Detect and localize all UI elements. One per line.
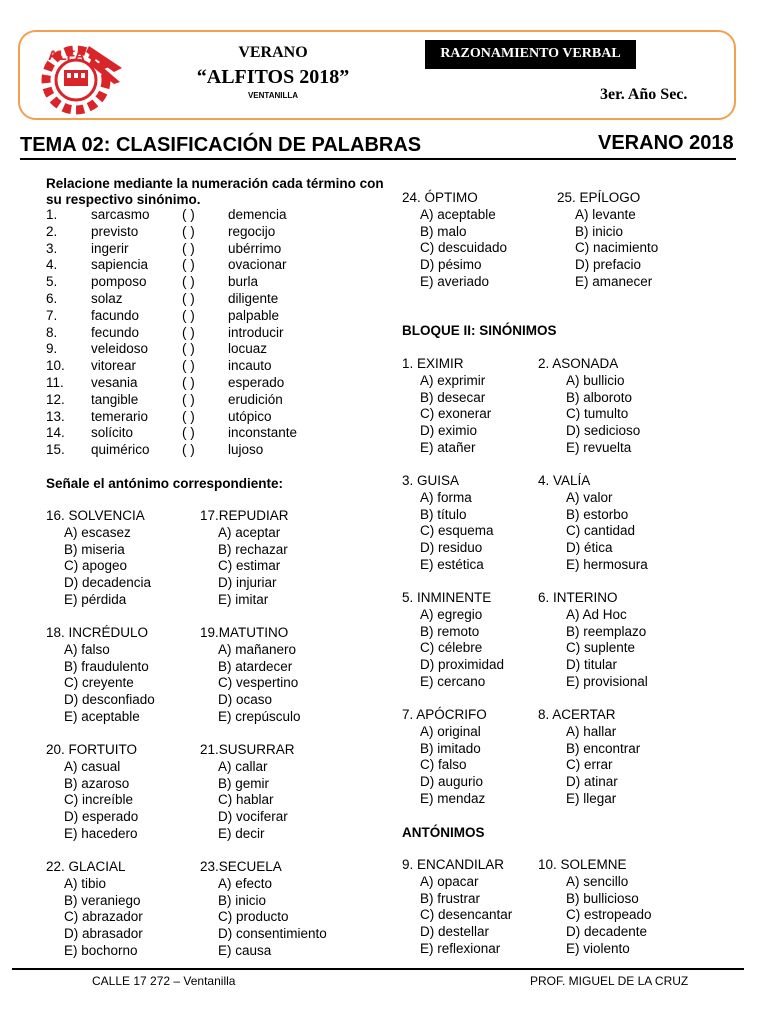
matching-instruction-2: su respectivo sinónimo. (46, 192, 201, 207)
answer-option: E) aceptable (64, 709, 140, 724)
answer-option: E) mendaz (420, 791, 486, 806)
answer-option: A) efecto (218, 875, 273, 891)
answer-option: E) llegar (566, 791, 617, 806)
question-stem: 1. EXIMIR (402, 356, 464, 371)
question-stem: 17.REPUDIAR (200, 508, 289, 523)
answer-option: E) decir (218, 826, 265, 841)
matching-num: 1. (46, 207, 58, 222)
answer-option: A) hallar (566, 723, 617, 739)
answer-option: D) augurio (420, 774, 484, 790)
answer-option: A) aceptar (218, 524, 281, 540)
matching-paren: ( ) (182, 274, 195, 290)
answer-option: D) decadente (566, 924, 648, 940)
question-stem: 16. SOLVENCIA (46, 508, 145, 523)
question-stem: 6. INTERINO (538, 590, 618, 605)
matching-instruction: Relacione mediante la numeración cada término con (46, 176, 384, 191)
question-stem: 25. EPÍLOGO (557, 190, 641, 205)
matching-word: tangible (91, 391, 139, 407)
matching-match: lujoso (228, 442, 264, 458)
answer-option: B) encontrar (566, 740, 641, 756)
answer-option: B) malo (420, 223, 467, 239)
matching-num: 7. (46, 307, 58, 323)
answer-option: A) valor (566, 489, 613, 505)
answer-option: B) reemplazo (566, 623, 647, 639)
answer-option: E) hacedero (64, 826, 138, 841)
answer-option: E) revuelta (566, 440, 632, 455)
matching-word: fecundo (91, 324, 140, 340)
answer-option: E) causa (218, 943, 272, 958)
answer-option: E) reflexionar (420, 941, 501, 956)
question-stem: 4. VALÍA (538, 473, 591, 488)
divider (20, 158, 736, 160)
answer-option: C) esquema (420, 523, 494, 539)
answer-option: C) vespertino (218, 675, 299, 691)
matching-match: ovacionar (228, 257, 287, 273)
answer-option: D) decadencia (64, 575, 152, 591)
matching-word: sapiencia (91, 257, 149, 273)
matching-match: diligente (228, 291, 279, 306)
answer-option: B) estorbo (566, 506, 629, 522)
question-stem: 8. ACERTAR (538, 707, 616, 722)
answer-option: A) Ad Hoc (566, 606, 627, 622)
question-stem: 24. ÓPTIMO (402, 190, 478, 205)
answer-option: D) esperado (64, 809, 139, 825)
matching-paren: ( ) (182, 291, 195, 306)
matching-match: utópico (228, 408, 272, 424)
answer-option: A) escasez (64, 524, 131, 540)
answer-option: B) remoto (420, 623, 480, 639)
answer-option: C) tumulto (566, 406, 629, 422)
matching-num: 3. (46, 240, 58, 256)
answer-option: C) suplente (566, 640, 636, 656)
matching-paren: ( ) (182, 425, 195, 441)
matching-paren: ( ) (182, 341, 195, 357)
matching-word: facundo (91, 307, 140, 323)
matching-word: vesania (91, 375, 138, 390)
question-stem: 23.SECUELA (200, 859, 282, 874)
question-stem: 19.MATUTINO (200, 625, 289, 640)
answer-option: B) inicio (575, 223, 624, 239)
question-stem: 3. GUISA (402, 473, 460, 488)
answer-option: D) eximio (420, 423, 478, 439)
answer-option: D) atinar (566, 774, 618, 790)
answer-option: E) imitar (218, 592, 269, 607)
answer-option: A) mañanero (218, 641, 297, 657)
answer-option: D) ética (566, 540, 613, 556)
answer-option: A) tibio (64, 875, 107, 891)
matching-match: burla (228, 274, 259, 290)
question-stem: 5. INMINENTE (402, 590, 492, 605)
answer-option: D) destellar (420, 924, 490, 940)
answer-option: B) rechazar (218, 541, 288, 557)
answer-option: B) azaroso (64, 775, 130, 791)
answer-option: E) bochorno (64, 943, 138, 958)
question-stem: 10. SOLEMNE (538, 857, 627, 872)
answer-option: D) ocaso (218, 692, 273, 708)
question-stem: 18. INCRÉDULO (46, 625, 149, 640)
answer-option: A) casual (64, 758, 121, 774)
answer-option: C) producto (218, 909, 289, 925)
matching-num: 2. (46, 223, 58, 239)
answer-option: A) callar (218, 758, 268, 774)
matching-num: 5. (46, 274, 58, 290)
answer-option: D) titular (566, 657, 618, 673)
question-stem: 7. APÓCRIFO (402, 707, 487, 722)
answer-option: C) hablar (218, 792, 274, 808)
matching-num: 15. (46, 442, 65, 458)
matching-word: sarcasmo (91, 207, 150, 222)
answer-option: C) exonerar (420, 406, 492, 422)
matching-num: 10. (46, 358, 65, 374)
answer-option: A) aceptable (420, 206, 496, 222)
header-title: VERANO (238, 44, 308, 61)
matching-match: locuaz (228, 341, 268, 357)
matching-paren: ( ) (182, 358, 195, 374)
matching-word: previsto (91, 223, 139, 239)
matching-match: regocijo (228, 223, 276, 239)
matching-word: solaz (91, 291, 123, 306)
matching-word: temerario (91, 408, 149, 424)
matching-paren: ( ) (182, 223, 195, 239)
answer-option: B) atardecer (218, 658, 293, 674)
answer-option: C) desencantar (420, 907, 513, 923)
answer-option: A) original (420, 723, 481, 739)
section-heading-antonyms: ANTÓNIMOS (402, 825, 485, 840)
answer-option: E) estética (420, 557, 484, 572)
matching-num: 9. (46, 341, 58, 357)
section-heading-synonyms: BLOQUE II: SINÓNIMOS (402, 323, 557, 338)
matching-paren: ( ) (182, 240, 195, 256)
question-stem: 21.SUSURRAR (200, 742, 295, 757)
answer-option: C) estropeado (566, 907, 652, 923)
answer-option: E) violento (566, 941, 630, 956)
answer-option: C) estimar (218, 558, 281, 574)
question-stem: 9. ENCANDILAR (402, 857, 505, 872)
matching-match: demencia (228, 207, 287, 222)
answer-option: E) provisional (566, 674, 648, 689)
answer-option: B) inicio (218, 892, 267, 908)
matching-match: introducir (228, 324, 284, 340)
answer-option: A) sencillo (566, 873, 629, 889)
matching-num: 14. (46, 425, 65, 441)
matching-paren: ( ) (182, 408, 195, 424)
answer-option: C) célebre (420, 640, 483, 656)
answer-option: A) opacar (420, 873, 479, 889)
page-title: TEMA 02: CLASIFICACIÓN DE PALABRAS (20, 134, 422, 156)
alfa-gear-logo-icon (34, 38, 124, 116)
answer-option: B) gemir (218, 775, 270, 791)
footer-address: CALLE 17 272 – Ventanilla (92, 974, 236, 988)
answer-option: D) abrasador (64, 926, 143, 942)
answer-option: E) amanecer (575, 274, 653, 289)
matching-word: vitorear (91, 358, 137, 374)
answer-option: D) desconfiado (64, 692, 155, 708)
matching-paren: ( ) (182, 324, 195, 340)
answer-option: D) vociferar (218, 809, 288, 825)
matching-num: 13. (46, 408, 65, 424)
page-title-right: VERANO 2018 (598, 132, 734, 154)
answer-option: B) bullicioso (566, 890, 639, 906)
matching-match: incauto (228, 358, 272, 374)
matching-paren: ( ) (182, 375, 195, 390)
answer-option: B) fraudulento (64, 658, 149, 674)
answer-option: C) creyente (64, 675, 134, 691)
answer-option: A) levante (575, 206, 636, 222)
answer-option: B) alboroto (566, 389, 633, 405)
matching-paren: ( ) (182, 442, 195, 458)
question-stem: 2. ASONADA (538, 356, 619, 371)
answer-option: C) errar (566, 757, 613, 773)
answer-option: D) injuriar (218, 575, 277, 591)
answer-option: D) proximidad (420, 657, 505, 673)
matching-match: erudición (228, 391, 283, 407)
matching-paren: ( ) (182, 207, 195, 222)
answer-option: E) hermosura (566, 557, 648, 572)
matching-paren: ( ) (182, 307, 195, 323)
matching-num: 11. (46, 375, 64, 390)
footer-divider (12, 968, 744, 970)
answer-option: D) sedicioso (566, 423, 641, 439)
subject-badge: RAZONAMIENTO VERBAL (425, 40, 636, 69)
grade-label: 3er. Año Sec. (600, 86, 688, 103)
answer-option: B) desecar (420, 389, 486, 405)
answer-option: E) averiado (420, 274, 490, 289)
matching-paren: ( ) (182, 257, 195, 273)
antonym-heading: Señale el antónimo correspondiente: (46, 476, 284, 491)
matching-match: ubérrimo (228, 240, 282, 256)
matching-word: solícito (91, 425, 134, 441)
matching-word: pomposo (91, 274, 147, 290)
answer-option: C) nacimiento (575, 240, 659, 256)
answer-option: C) descuidado (420, 240, 508, 256)
answer-option: D) consentimiento (218, 926, 327, 942)
answer-option: C) abrazador (64, 909, 143, 925)
answer-option: C) increíble (64, 792, 134, 808)
answer-option: D) prefacio (575, 257, 642, 273)
svg-text:ALFA: ALFA (48, 47, 85, 63)
header-subtitle: VENTANILLA (247, 91, 299, 100)
question-stem: 22. GLACIAL (46, 859, 126, 874)
answer-option: C) cantidad (566, 523, 636, 539)
answer-option: E) cercano (420, 674, 486, 689)
answer-option: E) atañer (420, 440, 476, 455)
answer-option: D) residuo (420, 540, 483, 556)
matching-word: ingerir (91, 240, 129, 256)
matching-word: quimérico (91, 442, 150, 458)
answer-option: A) egregio (420, 606, 483, 622)
answer-option: A) forma (420, 489, 472, 505)
answer-option: A) falso (64, 641, 110, 657)
matching-num: 6. (46, 291, 58, 306)
footer-teacher: PROF. MIGUEL DE LA CRUZ (530, 974, 689, 988)
matching-paren: ( ) (182, 391, 195, 407)
matching-match: esperado (228, 375, 285, 390)
answer-option: E) pérdida (64, 592, 127, 607)
matching-num: 4. (46, 257, 58, 273)
matching-word: veleidoso (91, 341, 149, 357)
answer-option: B) miseria (64, 541, 125, 557)
matching-num: 12. (46, 391, 65, 407)
answer-option: B) veraniego (64, 892, 141, 908)
answer-option: B) título (420, 506, 467, 522)
header-event-name: “ALFITOS 2018” (196, 66, 350, 88)
question-stem: 20. FORTUITO (46, 742, 138, 757)
answer-option: B) imitado (420, 740, 481, 756)
matching-num: 8. (46, 324, 58, 340)
matching-match: inconstante (228, 425, 298, 441)
answer-option: D) pésimo (420, 257, 482, 273)
answer-option: A) bullicio (566, 372, 625, 388)
matching-match: palpable (228, 307, 280, 323)
answer-option: C) apogeo (64, 558, 128, 574)
answer-option: E) crepúsculo (218, 709, 301, 724)
answer-option: A) exprimir (420, 372, 486, 388)
answer-option: C) falso (420, 757, 467, 773)
answer-option: B) frustrar (420, 890, 481, 906)
